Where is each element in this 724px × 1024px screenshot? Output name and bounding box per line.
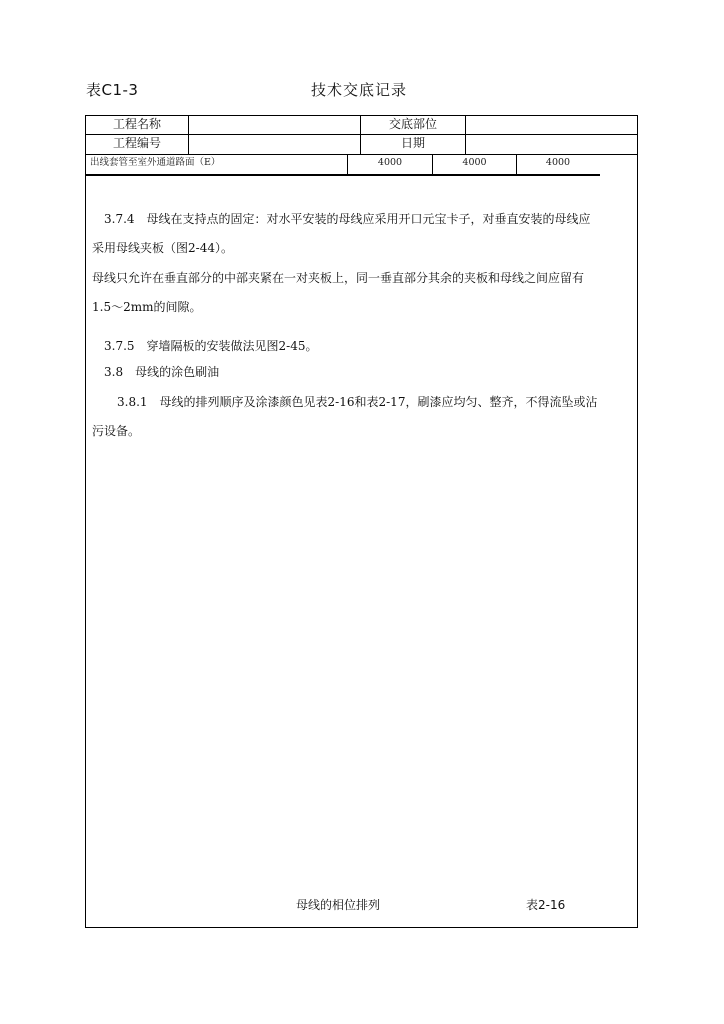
disclosure-part-label: 交底部位	[388, 117, 437, 131]
fragment-value: 4000	[545, 157, 571, 168]
date-value[interactable]	[466, 135, 637, 152]
date-label: 日期	[400, 136, 425, 150]
fragment-value: 4000	[462, 157, 487, 168]
section-3-8-heading: 3.8 母线的涂色刷油	[104, 365, 220, 379]
paragraph-3-7-5: 3.7.5 穿墙隔板的安装做法见图2-45。	[104, 339, 318, 353]
fragment-value: 4000	[377, 157, 403, 168]
document-title: 技术交底记录	[311, 81, 408, 99]
paragraph-3-7-4-line1: 3.7.4 母线在支持点的固定：对水平安装的母线应采用开口元宝卡子，对垂直安装的母线应	[104, 212, 591, 226]
fragment-bottom-rule	[85, 174, 600, 176]
table-caption: 母线的相位排列	[296, 898, 381, 912]
table-number: 表2-16	[526, 898, 566, 912]
project-name-label: 工程名称	[112, 117, 161, 131]
paragraph-clamp-line1: 母线只允许在垂直部分的中部夹紧在一对夹板上，同一垂直部分其余的夹板和母线之间应留有	[92, 271, 585, 285]
info-table-bottom	[85, 154, 638, 155]
fragment-row-label: 出线套管至室外通道路面（E）	[90, 157, 221, 168]
paragraph-3-8-1-line1: 3.8.1 母线的排列顺序及涂漆颜色见表2-16和表2-17，刷漆应均匀、整齐，不得流坠或沾	[117, 395, 598, 409]
paragraph-3-8-1-line2: 污设备。	[92, 424, 141, 438]
project-number-label: 工程编号	[112, 136, 161, 150]
paragraph-clamp-line2: 1.5～2mm的间隙。	[92, 300, 202, 314]
paragraph-3-7-4-line2: 采用母线夹板（图2-44）。	[92, 241, 233, 255]
project-number-value[interactable]	[189, 135, 360, 152]
project-name-value[interactable]	[189, 116, 360, 133]
disclosure-part-value[interactable]	[466, 116, 637, 133]
form-number: 表C1-3	[86, 81, 139, 99]
